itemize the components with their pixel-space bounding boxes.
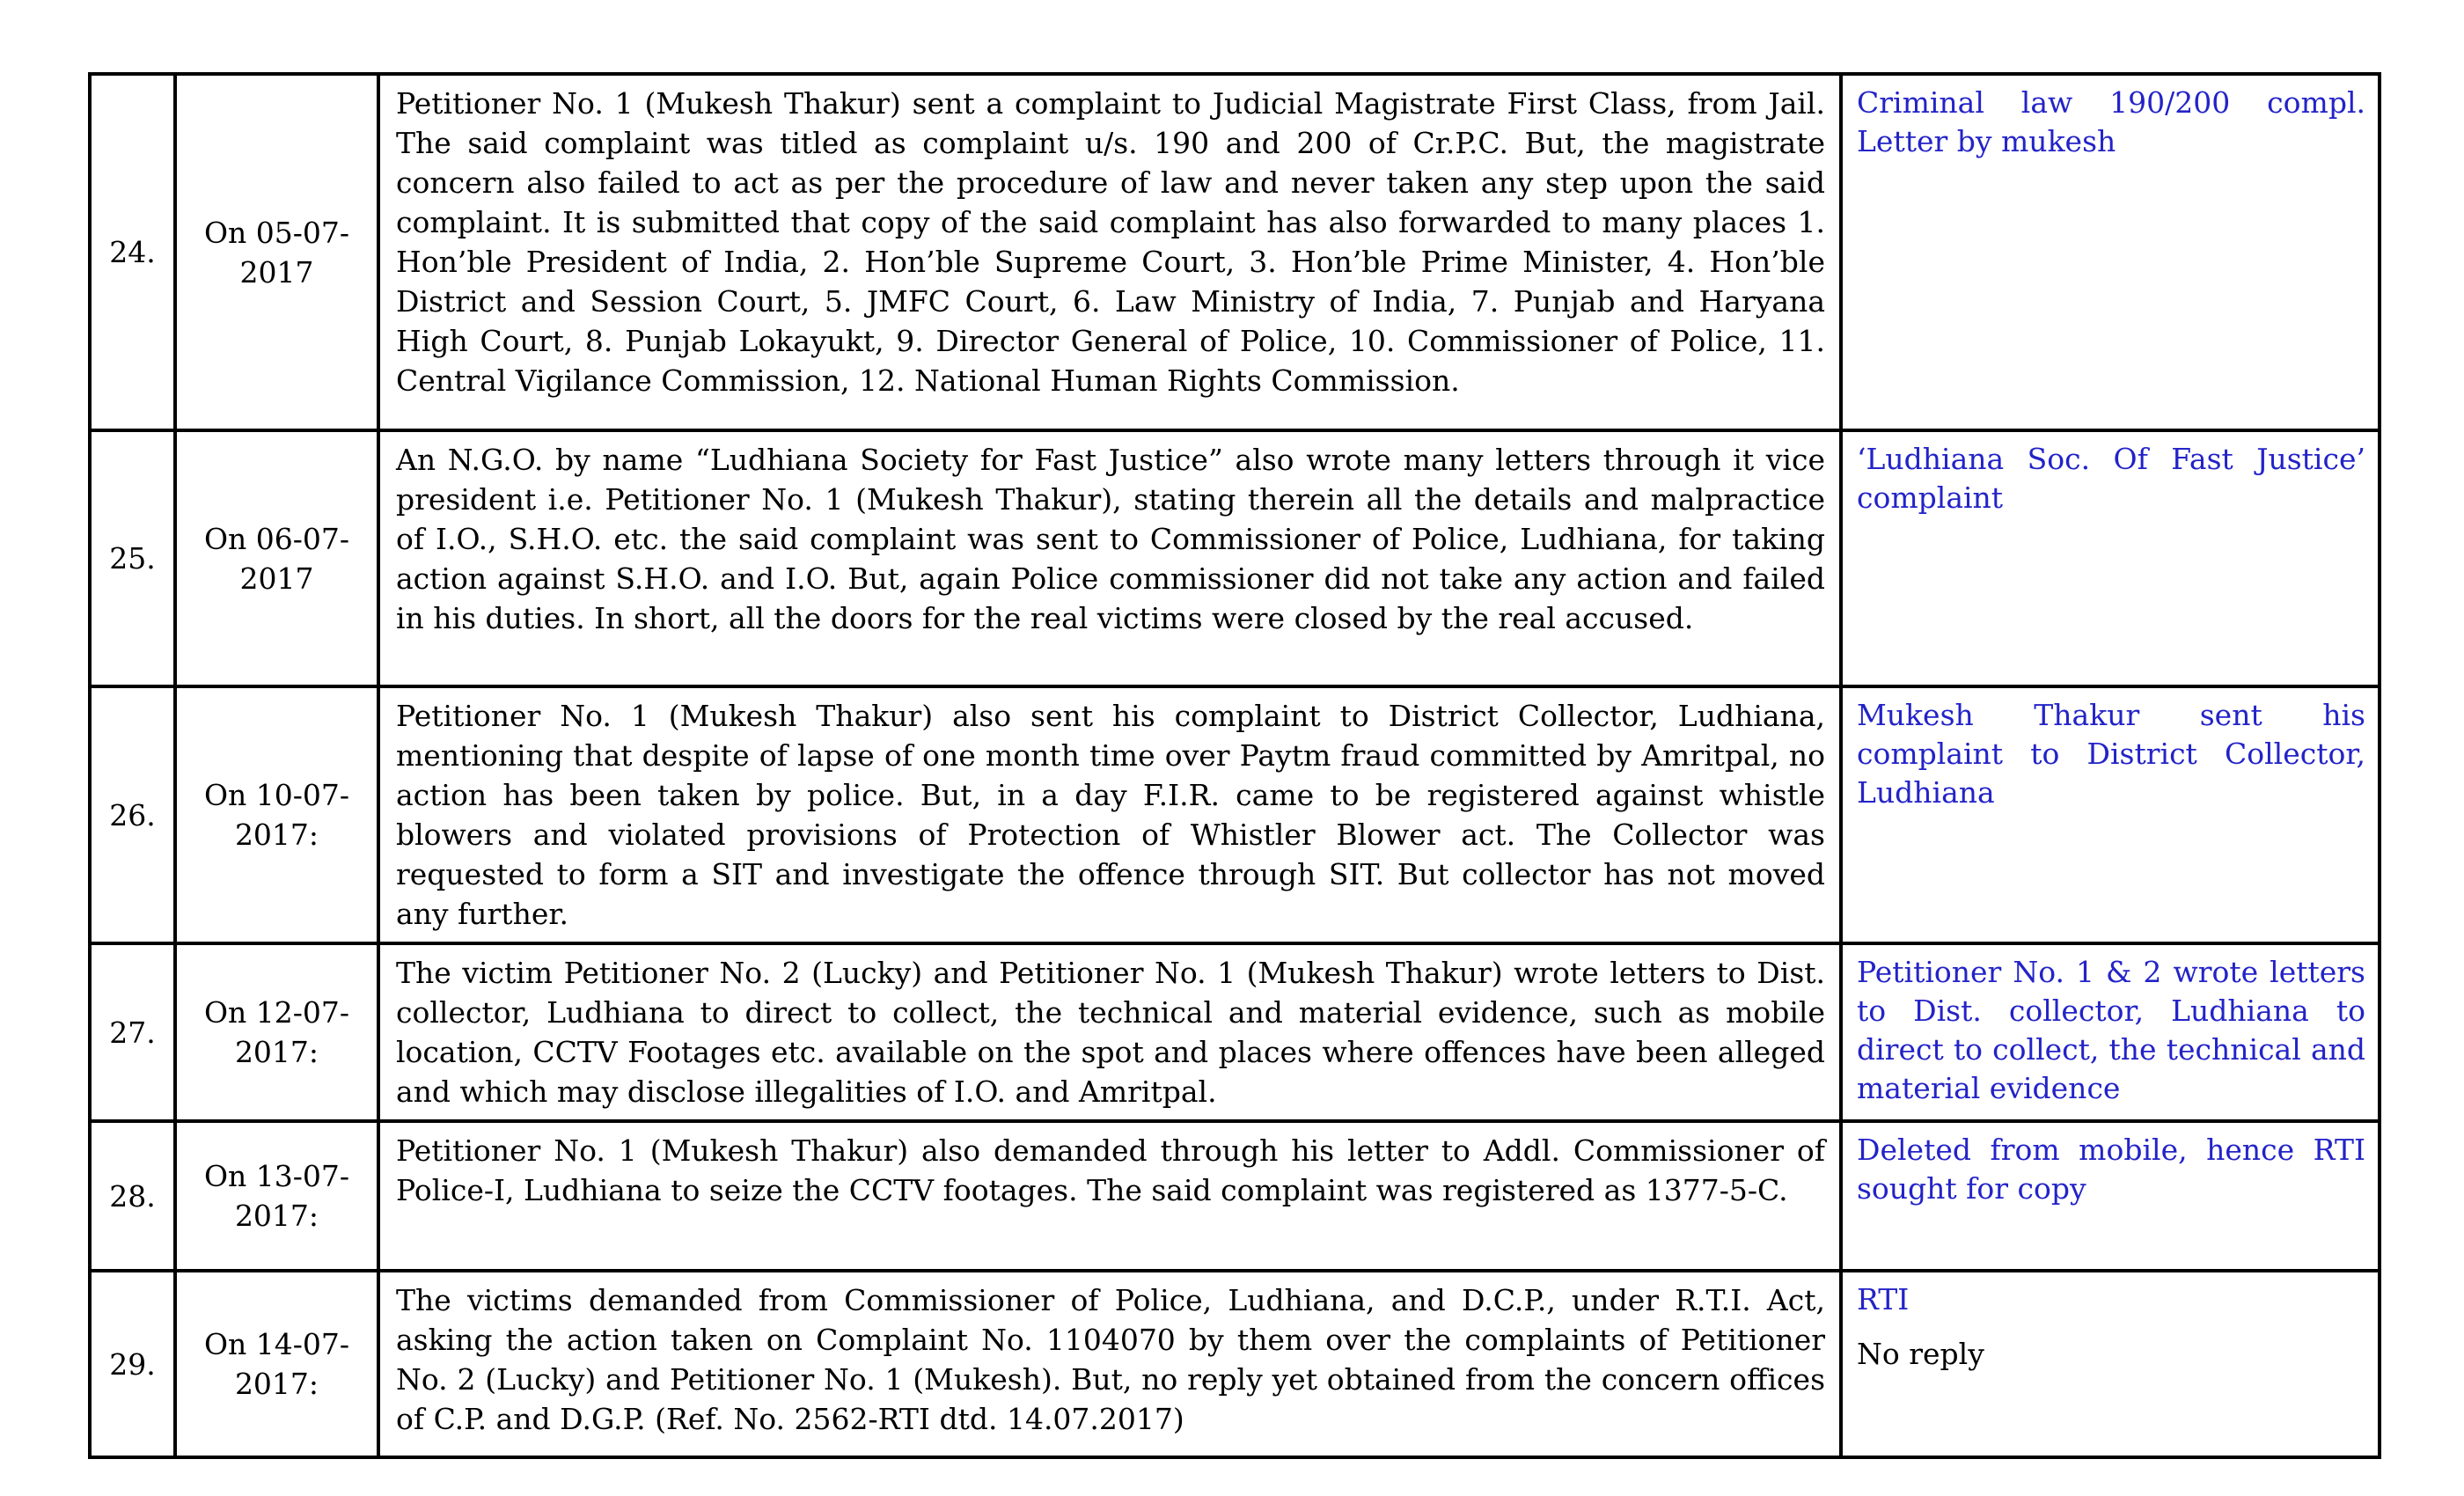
row-note-cell [1841,943,2380,1121]
row-date: On 05-07-2017 [175,74,378,430]
table-row [90,430,2380,686]
row-description: The victim Petitioner No. 2 (Lucky) and Petitioner No. 1 (Mukesh Thakur) wrote letters to Dist. collector, Ludhiana to direct to collect, the technical and material evidence, such as mobile location, CCTV Footages etc. available on the spot and places where offences have been alleged and which may disclose illegalities of I.O. and Amritpal. [378,943,1841,1121]
row-description: Petitioner No. 1 (Mukesh Thakur) also sent his complaint to District Collector, Ludhiana, mentioning that despite of lapse of one month time over Paytm fraud committed by Amritpal, no action has been taken by police. But, in a day F.I.R. came to be registered against whistle blowers and violated provisions of Protection of Whistler Blower act. The Collector was requested to form a SIT and investigate the offence through SIT. But collector has not moved any further. [378,686,1841,943]
table-row [90,74,2380,430]
row-description: The victims demanded from Commissioner of Police, Ludhiana, and D.C.P., under R.T.I. Act, asking the action taken on Complaint No. 1104070 by them over the complaints of Petitioner No. 2 (Lucky) and Petitioner No. 1 (Mukesh). But, no reply yet obtained from the concern offices of C.P. and D.G.P. (Ref. No. 2562-RTI dtd. 14.07.2017) [378,1271,1841,1457]
row-date: On 10-07-2017: [175,686,378,943]
row-number: 27. [90,943,175,1121]
row-description: Petitioner No. 1 (Mukesh Thakur) also demanded through his letter to Addl. Commissioner of Police-I, Ludhiana to seize the CCTV footages. The said complaint was registered as 1377-5-C. [378,1121,1841,1271]
chronology-table [88,72,2381,1459]
row-date: On 12-07-2017: [175,943,378,1121]
row-note: ‘Ludhiana Soc. Of Fast Justice’ complaint [1857,442,2365,515]
row-number: 25. [90,430,175,686]
row-note-cell [1841,686,2380,943]
row-number: 24. [90,74,175,430]
row-number: 29. [90,1271,175,1457]
row-note-secondary: No reply [1857,1337,1984,1371]
row-number: 28. [90,1121,175,1271]
row-note: Petitioner No. 1 & 2 wrote letters to Dist. collector, Ludhiana to direct to collect, the technical and material evidence [1857,955,2365,1105]
table-row [90,1121,2380,1271]
table-row [90,1271,2380,1457]
row-date: On 14-07-2017: [175,1271,378,1457]
row-number: 26. [90,686,175,943]
row-description: An N.G.O. by name “Ludhiana Society for Fast Justice” also wrote many letters through it vice president i.e. Petitioner No. 1 (Mukesh Thakur), stating therein all the details and malpractice of I.O., S.H.O. etc. the said complaint was sent to Commissioner of Police, Ludhiana, for taking action against S.H.O. and I.O. But, again Police commissioner did not take any action and failed in his duties. In short, all the doors for the real victims were closed by the real accused. [378,430,1841,686]
table-row [90,686,2380,943]
row-note-cell [1841,1271,2380,1457]
row-date: On 06-07-2017 [175,430,378,686]
row-note-cell [1841,74,2380,430]
row-note: RTI [1857,1282,1910,1316]
row-date: On 13-07-2017: [175,1121,378,1271]
row-note-cell [1841,430,2380,686]
row-note-cell [1841,1121,2380,1271]
row-note: Mukesh Thakur sent his complaint to District Collector, Ludhiana [1857,698,2365,810]
table-row [90,943,2380,1121]
row-note: Deleted from mobile, hence RTI sought for copy [1857,1133,2365,1206]
row-description: Petitioner No. 1 (Mukesh Thakur) sent a complaint to Judicial Magistrate First Class, from Jail. The said complaint was titled as complaint u/s. 190 and 200 of Cr.P.C. But, the magistrate concern also failed to act as per the procedure of law and never taken any step upon the said complaint. It is submitted that copy of the said complaint has also forwarded to many places 1. Hon’ble President of India, 2. Hon’ble Supreme Court, 3. Hon’ble Prime Minister, 4. Hon’ble District and Session Court, 5. JMFC Court, 6. Law Ministry of India, 7. Punjab and Haryana High Court, 8. Punjab Lokayukt, 9. Director General of Police, 10. Commissioner of Police, 11. Central Vigilance Commission, 12. National Human Rights Commission. [378,74,1841,430]
row-note: Criminal law 190/200 compl. Letter by mukesh [1857,85,2365,158]
